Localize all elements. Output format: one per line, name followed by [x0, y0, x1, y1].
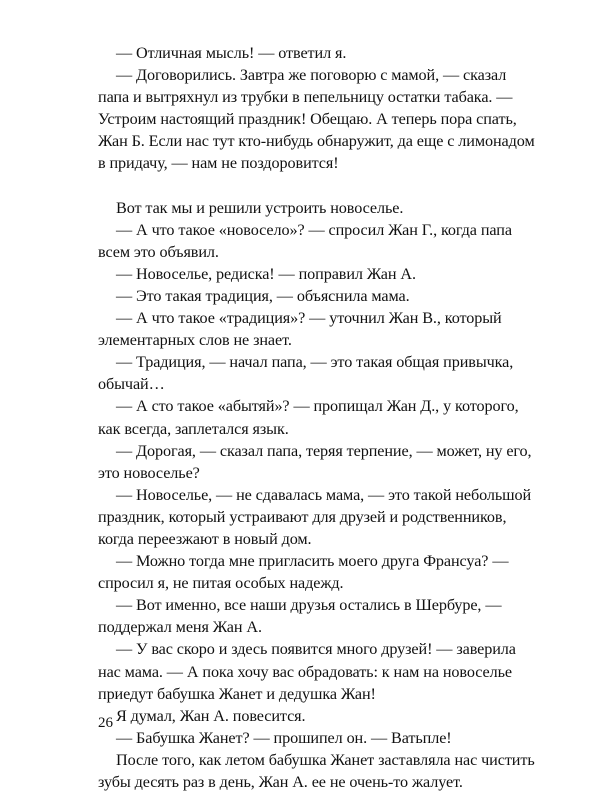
paragraph: — Новоселье, редиска! — поправил Жан А.	[116, 264, 416, 283]
paragraph: — Это такая традиция, — объяснила мама.	[116, 286, 410, 305]
dialogue-section-2	[98, 197, 538, 793]
paragraph: — Новоселье, — не сдавалась мама, — это такой небольшой праздник, который устраивают для друзей и родственников, когда переезжают в новый дом.	[98, 485, 532, 548]
paragraph: — Договорились. Завтра же поговорю с мамой, — сказал папа и вытряхнул из трубки в пепельницу остатки табака. — Устроим настоящий праздник! Обещаю. А теперь пора спать, Жан Б. Если нас тут кто-нибудь обнаружит, да еще с лимонадом в придачу, — нам не поздоровится!	[98, 66, 535, 173]
page-text	[98, 42, 538, 793]
paragraph: — Отличная мысль! — ответил я.	[116, 44, 347, 62]
paragraph: — У вас скоро и здесь появится много друзей! — заверила нас мама. — А пока хочу вас обрадовать: к нам на новоселье приедут бабушка Жанет и дедушка Жан!	[98, 640, 516, 703]
paragraph: — Традиция, — начал папа, — это такая общая привычка, обычай…	[98, 353, 514, 394]
paragraph: — А что такое «традиция»? — уточнил Жан В., который элементарных слов не знает.	[98, 309, 502, 350]
paragraph: — Дорогая, — сказал папа, теряя терпение, — может, ну его, это новоселье?	[98, 441, 532, 482]
paragraph: Вот так мы и решили устроить новоселье.	[116, 198, 404, 217]
dialogue-section-1	[98, 42, 538, 175]
paragraph: — А что такое «новосело»? — спросил Жан Г., когда папа всем это объявил.	[98, 220, 512, 261]
paragraph: — Можно тогда мне пригласить моего друга Франсуа? — спросил я, не питая особых надежд.	[98, 552, 509, 593]
paragraph: Я думал, Жан А. повесится.	[116, 706, 306, 725]
paragraph: После того, как летом бабушка Жанет заставляла нас чистить зубы десять раз в день, Жан А. ее не очень-то жалует.	[98, 750, 535, 791]
paragraph: — Вот именно, все наши друзья остались в Шербуре, — поддержал меня Жан А.	[98, 596, 502, 637]
section-gap	[98, 175, 538, 197]
paragraph: — А сто такое «абытяй»? — пропищал Жан Д., у которого, как всегда, заплетался язык.	[98, 397, 519, 438]
page-number: 26	[98, 715, 113, 731]
paragraph: — Бабушка Жанет? — прошипел он. — Ватьпле!	[116, 728, 452, 747]
